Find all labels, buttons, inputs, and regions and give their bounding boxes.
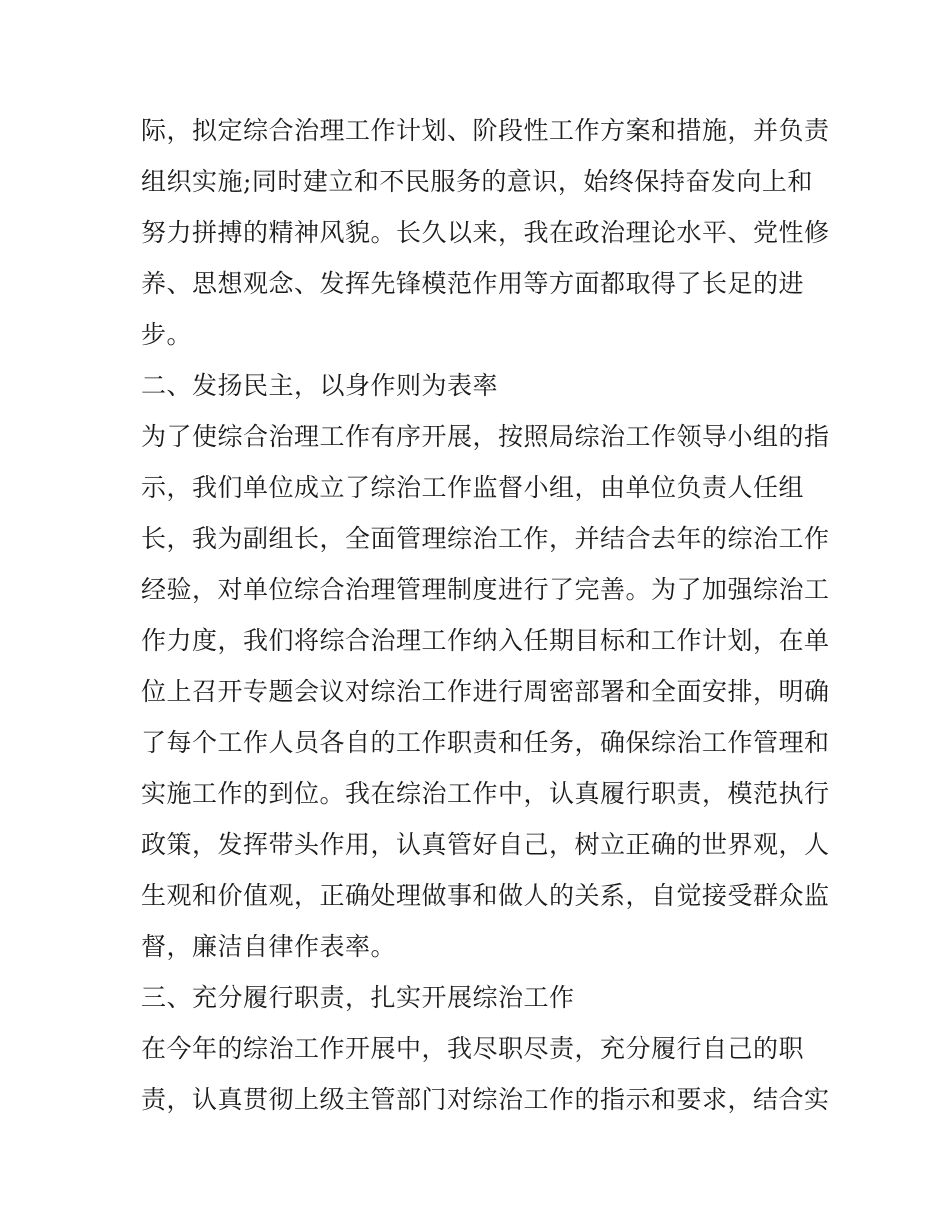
text-line: 督，廉洁自律作表率。 bbox=[141, 932, 397, 961]
text-line: 作力度，我们将综合治理工作纳入任期目标和工作计划，在单 bbox=[141, 626, 830, 655]
text-line: 了每个工作人员各自的工作职责和任务，确保综治工作管理和 bbox=[141, 728, 830, 757]
section-heading: 二、发扬民主，以身作则为表率 bbox=[141, 371, 499, 400]
text-line: 际，拟定综合治理工作计划、阶段性工作方案和措施，并负责 bbox=[141, 116, 830, 145]
text-line: 为了使综合治理工作有序开展，按照局综治工作领导小组的指 bbox=[141, 422, 830, 451]
section-heading: 三、充分履行职责，扎实开展综治工作 bbox=[141, 983, 575, 1012]
text-line: 实施工作的到位。我在综治工作中，认真履行职责，模范执行 bbox=[141, 779, 830, 808]
text-line: 责，认真贯彻上级主管部门对综治工作的指示和要求，结合实 bbox=[141, 1085, 830, 1114]
text-line: 经验，对单位综合治理管理制度进行了完善。为了加强综治工 bbox=[141, 575, 830, 604]
text-line: 步。 bbox=[141, 320, 193, 349]
document-body bbox=[141, 105, 830, 1125]
text-line: 养、思想观念、发挥先锋模范作用等方面都取得了长足的进 bbox=[141, 269, 805, 298]
text-line: 位上召开专题会议对综治工作进行周密部署和全面安排，明确 bbox=[141, 677, 830, 706]
text-line: 长，我为副组长，全面管理综治工作，并结合去年的综治工作 bbox=[141, 524, 830, 553]
text-line: 生观和价值观，正确处理做事和做人的关系，自觉接受群众监 bbox=[141, 881, 830, 910]
text-line: 政策，发挥带头作用，认真管好自己，树立正确的世界观，人 bbox=[141, 830, 830, 859]
text-line: 在今年的综治工作开展中，我尽职尽责，充分履行自己的职 bbox=[141, 1034, 805, 1063]
text-line: 示，我们单位成立了综治工作监督小组，由单位负责人任组 bbox=[141, 473, 805, 502]
text-line: 组织实施;同时建立和不民服务的意识，始终保持奋发向上和 bbox=[141, 167, 813, 196]
text-line: 努力拼搏的精神风貌。长久以来，我在政治理论水平、党性修 bbox=[141, 218, 830, 247]
